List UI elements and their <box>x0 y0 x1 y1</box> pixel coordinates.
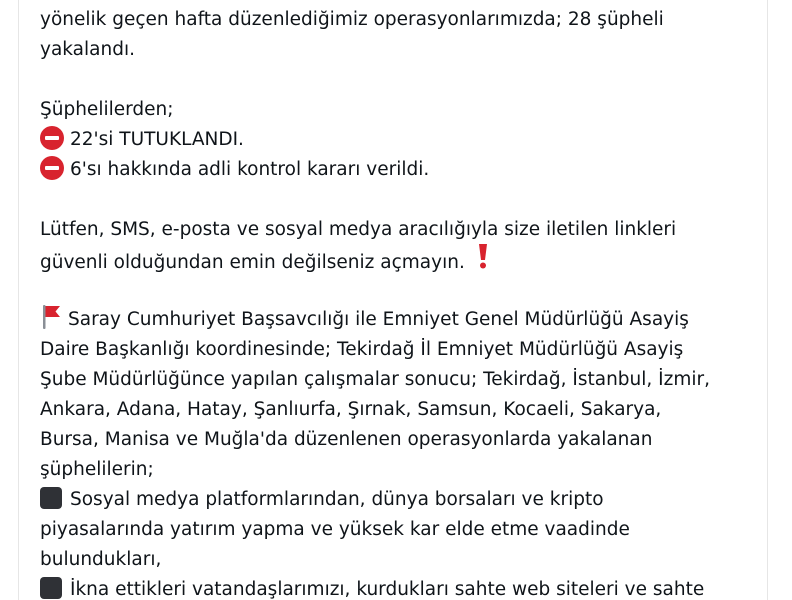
spacer <box>40 275 760 305</box>
bullet-line: bulundukları, <box>40 549 162 570</box>
result-line <box>40 125 760 155</box>
operation-line: Bursa, Manisa ve Muğla'da düzenlenen operasyonlarda yakalanan <box>40 429 653 450</box>
spacer <box>40 65 760 95</box>
bullet-text: Sosyal medya platformlarından, dünya borsaları ve kripto <box>70 489 604 510</box>
warning-text: güvenli olduğundan emin değilseniz açmayın. <box>40 252 465 273</box>
text-line: yönelik geçen hafta düzenlediğimiz operasyonlarımızda; 28 şüpheli <box>40 9 664 30</box>
no-entry-icon <box>40 156 64 180</box>
post-text <box>40 5 760 600</box>
suspects-intro: Şüphelilerden; <box>40 99 174 120</box>
no-entry-icon <box>40 126 64 150</box>
exclamation-icon <box>477 243 489 279</box>
operation-line: Ankara, Adana, Hatay, Şanlıurfa, Şırnak, Samsun, Kocaeli, Sakarya, <box>40 399 662 420</box>
black-square-icon <box>40 577 62 599</box>
result-line <box>40 155 760 185</box>
result-text: 6'sı hakkında adli kontrol kararı verildi. <box>70 159 430 180</box>
result-text: 22'si TUTUKLANDI. <box>70 129 244 150</box>
text-line: yakalandı. <box>40 39 135 60</box>
operation-line <box>40 305 760 335</box>
red-flag-icon <box>40 304 62 330</box>
operation-line: Daire Başkanlığı koordinesinde; Tekirdağ İl Emniyet Müdürlüğü Asayiş <box>40 339 684 360</box>
bullet-line <box>40 485 760 515</box>
operation-line: Şube Müdürlüğünce yapılan çalışmalar sonucu; Tekirdağ, İstanbul, İzmir, <box>40 369 710 390</box>
bullet-line: piyasalarında yatırım yapma ve yüksek kar elde etme vaadinde <box>40 519 630 540</box>
black-square-icon <box>40 487 62 509</box>
warning-line <box>40 245 760 275</box>
operation-text: Saray Cumhuriyet Başsavcılığı ile Emniyet Genel Müdürlüğü Asayiş <box>68 309 689 330</box>
warning-line: Lütfen, SMS, e-posta ve sosyal medya aracılığıyla size iletilen linkleri <box>40 219 677 240</box>
operation-line: şüphelilerin; <box>40 459 154 480</box>
spacer <box>40 185 760 215</box>
bullet-text: İkna ettikleri vatandaşlarımızı, kurdukları sahte web siteleri ve sahte <box>70 579 705 600</box>
bullet-line <box>40 575 760 600</box>
